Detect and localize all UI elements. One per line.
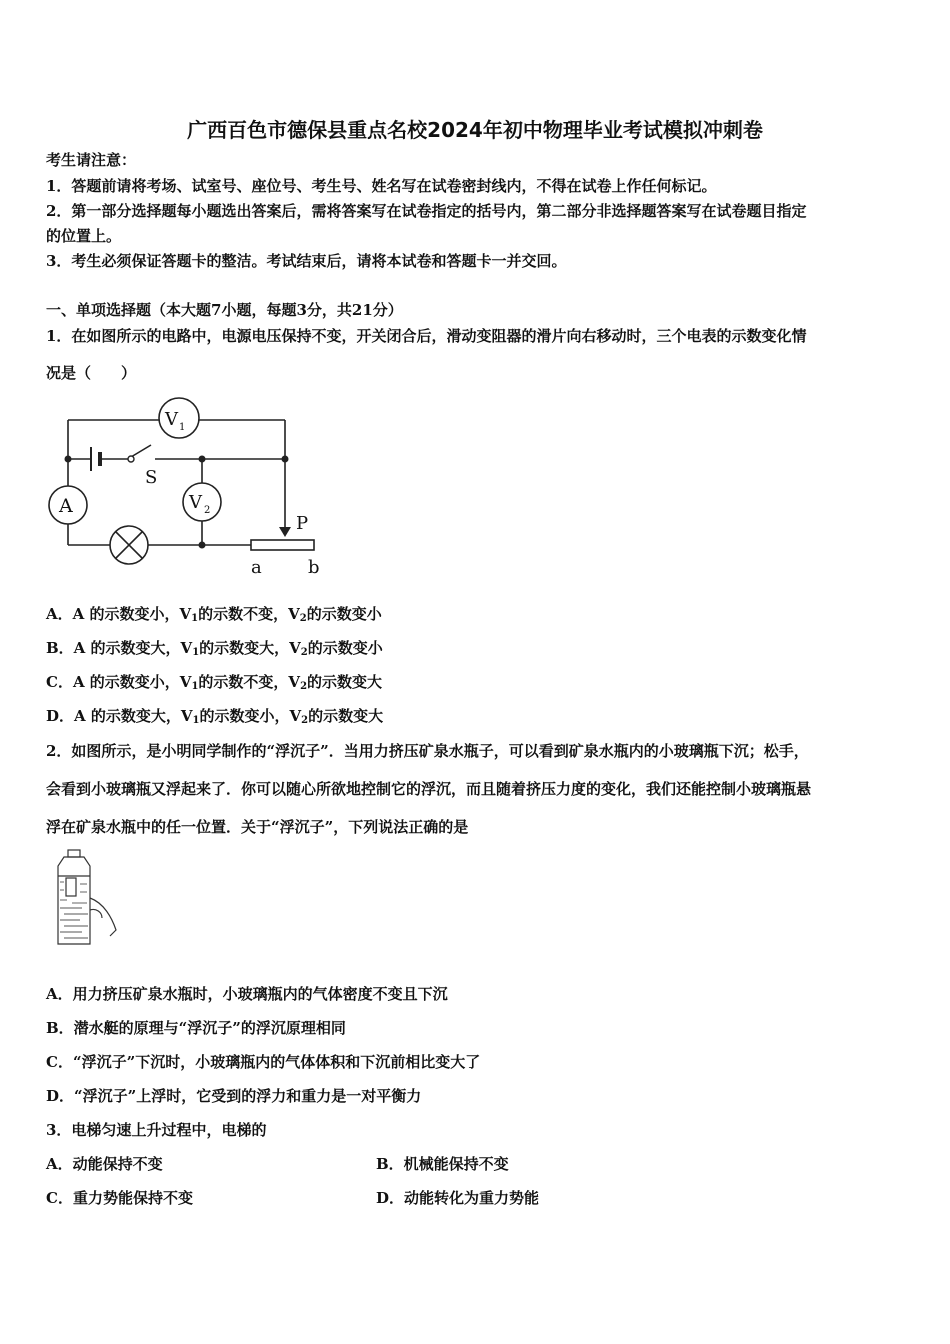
circuit-diagram (44, 395, 334, 580)
q2-option-a: A．用力挤压矿泉水瓶时，小玻璃瓶内的气体密度不变且下沉 (46, 985, 448, 1003)
q1-option-b: B．A 的示数变大，$V_1$的示数变大，$V_2$的示数变小 (46, 639, 383, 658)
q3-option-d: D．动能转化为重力势能 (376, 1189, 540, 1207)
section-heading: 一、单项选择题（本大题7小题，每题3分，共21分） (46, 301, 403, 319)
switch-label: S (145, 467, 158, 488)
v2-subscript: 2 (204, 505, 211, 516)
slider-label: P (296, 513, 309, 534)
notice-item-1: 1．答题前请将考场、试室号、座位号、考生号、姓名写在试卷密封线内，不得在试卷上作任何标记。 (46, 177, 717, 195)
notice-item-2: 2．第一部分选择题每小题选出答案后，需将答案写在试卷指定的括号内，第二部分非选择题答案写在试卷题目指定 (46, 202, 807, 220)
q3-option-b: B．机械能保持不变 (376, 1155, 509, 1173)
bottle-figure (52, 848, 126, 948)
notice-item-3: 3．考生必须保证答题卡的整洁。考试结束后，请将本试卷和答题卡一并交回。 (46, 252, 567, 270)
v1-label: V (165, 409, 178, 430)
q2-option-c: C．“浮沉子”下沉时，小玻璃瓶内的气体体积和下沉前相比变大了 (46, 1053, 481, 1071)
end-b-label: b (308, 557, 320, 578)
q3-option-c: C．重力势能保持不变 (46, 1189, 193, 1207)
q1-option-c: C．A 的示数变小，$V_1$的示数不变，$V_2$的示数变大 (46, 673, 383, 692)
q1-stem-cont: 况是（ ） (46, 364, 137, 382)
q1-stem: 1．在如图所示的电路中，电源电压保持不变，开关闭合后，滑动变阻器的滑片向右移动时，三个电表的示数变化情 (46, 327, 807, 345)
q2-stem-cont2: 浮在矿泉水瓶中的任一位置．关于“浮沉子”，下列说法正确的是 (46, 818, 469, 836)
notice-item-2-cont: 的位置上。 (46, 227, 122, 245)
q1-option-a: A．A 的示数变小，$V_1$的示数不变，$V_2$的示数变小 (46, 605, 382, 624)
v1-subscript: 1 (179, 422, 186, 433)
page-title: 广西百色市德保县重点名校2024年初中物理毕业考试模拟冲刺卷 (187, 118, 763, 142)
ammeter-label: A (59, 495, 73, 517)
q2-stem-cont1: 会看到小玻璃瓶又浮起来了．你可以随心所欲地控制它的浮沉，而且随着挤压力度的变化，我们还能控制小玻璃瓶悬 (46, 780, 812, 798)
q3-stem: 3．电梯匀速上升过程中，电梯的 (46, 1121, 267, 1139)
q3-option-a: A．动能保持不变 (46, 1155, 163, 1173)
q2-option-b: B．潜水艇的原理与“浮沉子”的浮沉原理相同 (46, 1019, 346, 1037)
notice-heading: 考生请注意： (46, 151, 137, 169)
q2-option-d: D．“浮沉子”上浮时，它受到的浮力和重力是一对平衡力 (46, 1087, 422, 1105)
q2-stem: 2．如图所示，是小明同学制作的“浮沉子”．当用力挤压矿泉水瓶子，可以看到矿泉水瓶内的小玻璃瓶下沉；松手， (46, 742, 809, 760)
v2-label: V (189, 492, 202, 513)
end-a-label: a (251, 557, 262, 578)
q1-option-d: D．A 的示数变大，$V_1$的示数变小，$V_2$的示数变大 (46, 707, 384, 726)
